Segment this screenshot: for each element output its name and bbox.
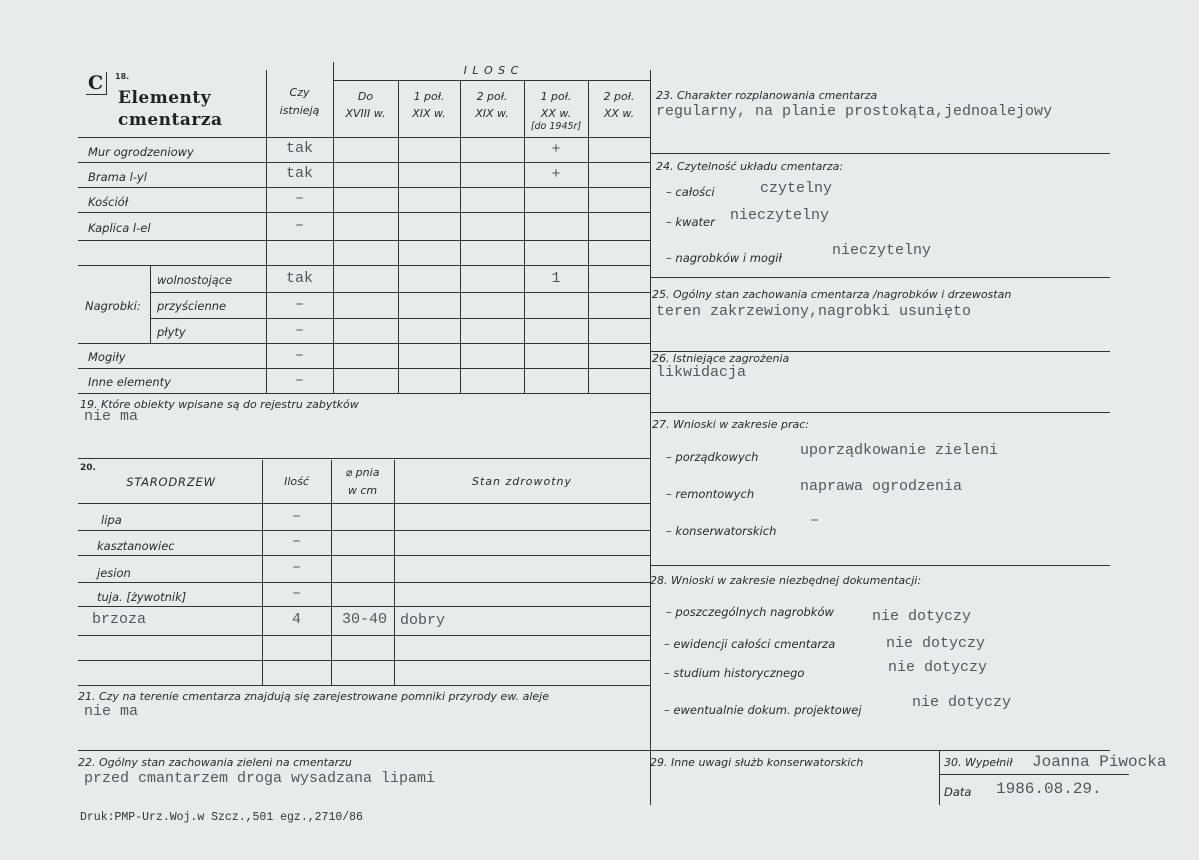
form-card: C 18. Elementy cmentarza Czy istnieją I L O S C Do XVIII w. 1 poł. XIX w. 2 poł. XIX w. 1 poł. XX w. [do 1945r] 2 poł. XX w. Mur ogrodzeniowy Brama l-yl Kościół Kaplica l-el Nagrobki: wolnostojące przyścienne płyty Mogiły Inne elementy tak tak – – tak – – – – + + 1 19. Które obiekty wpisane są do rejestru zabytków nie ma 20. STARODRZEW Ilość ⌀ pnia w cm Stan zdrowotny lipa kasztanowiec jesion tuja. [żywotnik] brzoza – – – – 4 30-40 dobry 21. Czy na terenie cmentarza znajdują się zarejestrowane pomniki przyrody ew. aleje nie ma 22. Ogólny stan zachowania zieleni na cmentarzu przed cmantarzem droga wysadzana lipami Druk:PMP-Urz.Woj.w Szcz.,501 egz.,2710/86 23. Charakter rozplanowania cmentarza regularny, na planie prostokąta,jednoalejowy 24. Czytelność układu cmentarza: – całości czytelny – kwater nieczytelny – nagrobków i mogił nieczytelny 25. Ogólny stan zachowania cmentarza /nagrobków i drzewostan teren zakrzewiony,nagrobki usunięto 26. Istniejące zagrożenia likwidacja 27. Wnioski w zakresie prac: – porządkowych uporządkowanie zieleni – remontowych naprawa ogrodzenia – konserwatorskich – 28. Wnioski w zakresie niezbędnej dokumentacji: – poszczególnych nagrobków nie dotyczy – ewidencji całości cmentarza nie dotyczy – studium historycznego nie dotyczy – ewentualnie dokum. projektowej nie dotyczy 29. Inne uwagi służb konserwatorskich 30. Wypełnił Joanna Piwocka Data 1986.08.29. bbox=[78, 64, 1167, 824]
q28-item-label: – ewentualnie dokum. projektowej bbox=[664, 703, 862, 717]
header-diameter-2: w cm bbox=[347, 484, 378, 497]
q21-value: nie ma bbox=[84, 703, 139, 720]
tree-health: dobry bbox=[400, 612, 446, 629]
header-starodrzew: STARODRZEW bbox=[126, 475, 216, 489]
row-label: wolnostojące bbox=[157, 273, 233, 287]
q30-label: 30. Wypełnił bbox=[944, 756, 1013, 769]
header-czy: Czy bbox=[289, 86, 310, 99]
q26-label: 26. Istniejące zagrożenia bbox=[652, 352, 790, 365]
q27-label: 27. Wnioski w zakresie prac: bbox=[652, 418, 809, 431]
q24-item-label: – kwater bbox=[666, 215, 715, 229]
q21-label: 21. Czy na terenie cmentarza znajdują się zarejestrowane pomniki przyrody ew. aleje bbox=[78, 690, 550, 703]
tree-qty: – bbox=[291, 508, 301, 525]
exists-value: tak bbox=[285, 270, 313, 287]
tree-name: brzoza bbox=[92, 611, 147, 628]
row-label: Kościół bbox=[88, 195, 129, 209]
q20-number: 20. bbox=[80, 463, 96, 473]
q27-item-value: naprawa ogrodzenia bbox=[800, 478, 963, 495]
q28-item-value: nie dotyczy bbox=[912, 694, 1012, 711]
tree-name: jesion bbox=[97, 566, 131, 580]
period-mark: + bbox=[551, 166, 561, 183]
date-value: 1986.08.29. bbox=[996, 780, 1102, 798]
q25-label: 25. Ogólny stan zachowania cmentarza /nagrobków i drzewostan bbox=[652, 288, 1012, 301]
q27-item-value: uporządkowanie zieleni bbox=[800, 442, 999, 459]
section-c-number: 18. bbox=[115, 72, 130, 81]
tree-name: tuja. [żywotnik] bbox=[97, 590, 187, 604]
q28-item-value: nie dotyczy bbox=[872, 608, 972, 625]
exists-value: tak bbox=[285, 140, 313, 157]
q24-item-value: czytelny bbox=[760, 180, 833, 197]
header-istnieja: istnieją bbox=[279, 104, 320, 117]
header-health: Stan zdrowotny bbox=[471, 475, 573, 488]
header-diameter-1: ⌀ pnia bbox=[345, 466, 380, 479]
print-footer: Druk:PMP-Urz.Woj.w Szcz.,501 egz.,2710/86 bbox=[80, 811, 363, 824]
row-label: Inne elementy bbox=[88, 375, 171, 389]
q27-item-value: – bbox=[810, 512, 820, 529]
q26-value: likwidacja bbox=[656, 364, 747, 381]
q28-label: 28. Wnioski w zakresie niezbędnej dokumentacji: bbox=[650, 574, 922, 587]
q25-value: teren zakrzewiony,nagrobki usunięto bbox=[656, 303, 972, 320]
row-label: Mur ogrodzeniowy bbox=[88, 145, 194, 159]
header-ilosc: I L O S C bbox=[463, 64, 520, 77]
q28-item-label: – studium historycznego bbox=[664, 666, 805, 680]
row-label: Kaplica l-el bbox=[88, 221, 151, 235]
q29-label: 29. Inne uwagi służb konserwatorskich bbox=[650, 756, 864, 769]
q30-value: Joanna Piwocka bbox=[1032, 753, 1167, 771]
tree-qty: – bbox=[291, 585, 301, 602]
period-mark: 1 bbox=[551, 270, 561, 287]
exists-value: – bbox=[294, 190, 304, 207]
q22-value: przed cmantarzem droga wysadzana lipami bbox=[84, 770, 436, 787]
row-label: przyścienne bbox=[157, 299, 227, 313]
section-c-letter: C bbox=[88, 72, 104, 94]
q27-item-label: – porządkowych bbox=[666, 450, 759, 464]
q28-item-value: nie dotyczy bbox=[886, 635, 986, 652]
q24-label: 24. Czytelność układu cmentarza: bbox=[656, 160, 844, 173]
q28-item-value: nie dotyczy bbox=[888, 659, 988, 676]
q23-label: 23. Charakter rozplanowania cmentarza bbox=[656, 89, 878, 102]
section-c-title-line2: cmentarza bbox=[118, 110, 223, 130]
period-mark: + bbox=[551, 141, 561, 158]
tree-qty: – bbox=[291, 559, 301, 576]
tree-qty: – bbox=[291, 533, 301, 550]
section-c-title-line1: Elementy bbox=[118, 88, 212, 108]
exists-value: – bbox=[294, 296, 304, 313]
row-label: Brama l-yl bbox=[88, 170, 147, 184]
q24-item-label: – całości bbox=[666, 185, 715, 199]
exists-value: – bbox=[294, 217, 304, 234]
q24-item-value: nieczytelny bbox=[730, 207, 830, 224]
nagrobki-label: Nagrobki: bbox=[85, 299, 141, 313]
header-qty: Ilość bbox=[284, 475, 309, 488]
q28-item-label: – poszczególnych nagrobków bbox=[666, 605, 834, 619]
column-divider bbox=[650, 70, 651, 805]
date-label: Data bbox=[944, 785, 972, 799]
q28-item-label: – ewidencji całości cmentarza bbox=[664, 637, 836, 651]
exists-value: – bbox=[294, 322, 304, 339]
exists-value: – bbox=[294, 372, 304, 389]
row-label: Mogiły bbox=[88, 350, 126, 364]
q19-value: nie ma bbox=[84, 408, 139, 425]
q22-label: 22. Ogólny stan zachowania zieleni na cmentarzu bbox=[78, 756, 352, 769]
exists-value: tak bbox=[285, 165, 313, 182]
tree-name: lipa bbox=[101, 513, 122, 527]
q29-q30-divider bbox=[939, 750, 940, 805]
tree-qty: 4 bbox=[291, 611, 301, 628]
q27-item-label: – remontowych bbox=[666, 487, 755, 501]
q24-item-label: – nagrobków i mogił bbox=[666, 251, 782, 265]
q27-item-label: – konserwatorskich bbox=[666, 524, 777, 538]
q24-item-value: nieczytelny bbox=[832, 242, 932, 259]
tree-diameter: 30-40 bbox=[342, 611, 388, 628]
exists-value: – bbox=[294, 347, 304, 364]
row-label: płyty bbox=[157, 325, 186, 339]
q23-value: regularny, na planie prostokąta,jednoalejowy bbox=[656, 103, 1053, 120]
tree-name: kasztanowiec bbox=[97, 539, 175, 553]
q19-label: 19. Które obiekty wpisane są do rejestru zabytków bbox=[80, 398, 359, 411]
